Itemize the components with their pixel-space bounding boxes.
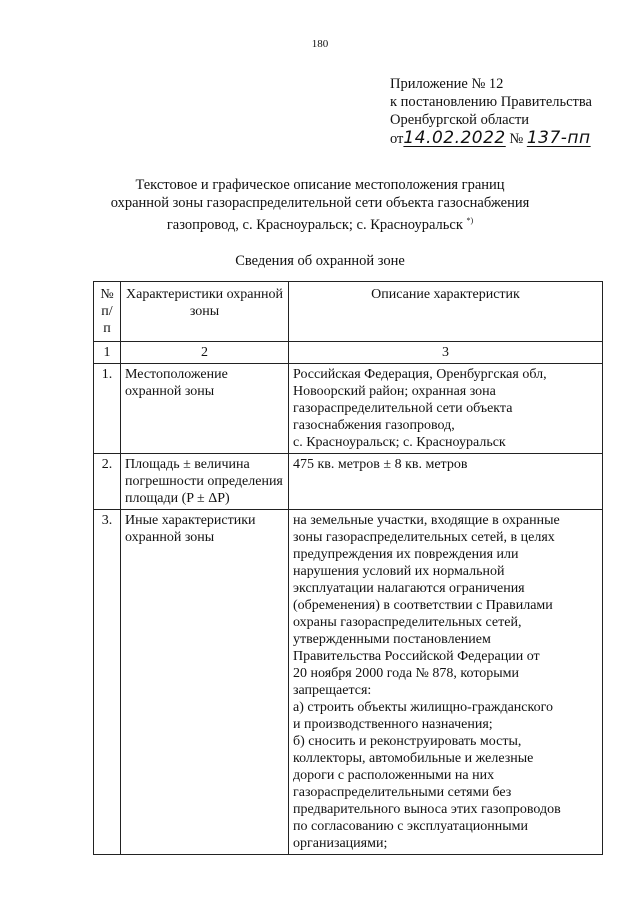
row-characteristic: Иные характеристики охранной зоны [121, 510, 289, 855]
description-line: газораспределительной сети объекта [293, 401, 513, 416]
row-characteristic: Площадь ± величина погрешности определения площади (P ± ΔP) [121, 454, 289, 510]
description-line: коллекторы, автомобильные и железные [293, 751, 534, 766]
column-number-1: 1 [94, 342, 121, 364]
table-row [94, 510, 603, 855]
title-line-3-text: газопровод, с. Красноуральск; с. Красноуральск [166, 216, 463, 233]
row-description [289, 364, 603, 454]
appendix-line-1: Приложение № 12 [390, 76, 504, 92]
document-title [60, 176, 580, 234]
page-number: 180 [311, 38, 329, 50]
footnote-mark: *) [466, 216, 474, 225]
description-line: а) строить объекты жилищно-гражданского [293, 700, 553, 715]
table-row [94, 364, 603, 454]
description-line: Правительства Российской Федерации от [293, 649, 540, 664]
row-characteristic: Местоположение охранной зоны [121, 364, 289, 454]
description-line: дороги с расположенными на них [293, 768, 495, 783]
description-line: организациями; [293, 836, 388, 851]
description-line: газораспределительными сетями без [293, 785, 512, 800]
header-description: Описание характеристик [289, 282, 603, 342]
section-title: Сведения об охранной зоне [235, 253, 405, 269]
description-line: нарушения условий их нормальной [293, 564, 505, 579]
number-label: № [509, 131, 524, 147]
description-line: 20 ноября 2000 года № 878, которыми [293, 666, 520, 681]
description-line: запрещается: [293, 683, 372, 698]
date-prefix: от [390, 131, 404, 147]
protection-zone-table [93, 281, 603, 855]
title-line-2: охранной зоны газораспределительной сети объекта газоснабжения [110, 195, 530, 211]
description-line: Российская Федерация, Оренбургская обл, [293, 367, 547, 382]
appendix-block [390, 75, 592, 148]
appendix-date-line [390, 129, 592, 148]
description-line: охраны газораспределительных сетей, [293, 615, 522, 630]
header-characteristics: Характеристики охранной зоны [121, 282, 289, 342]
description-line: б) сносить и реконструировать мосты, [293, 734, 522, 749]
description-line: с. Красноуральск; с. Красноуральск [293, 435, 506, 450]
row-number: 3. [94, 510, 121, 855]
table-column-numbers-row [94, 342, 603, 364]
description-line: предварительного выноса этих газопроводов [293, 802, 561, 817]
row-number: 1. [94, 364, 121, 454]
description-line: и производственного назначения; [293, 717, 493, 732]
handwritten-date: 14.02.2022 [403, 128, 506, 148]
description-line: Новоорский район; охранная зона [293, 384, 496, 399]
description-line: 475 кв. метров ± 8 кв. метров [293, 457, 468, 472]
table-header-row [94, 282, 603, 342]
description-line: на земельные участки, входящие в охранные [293, 513, 560, 528]
header-number: № п/п [94, 282, 121, 342]
description-line: утвержденными постановлением [293, 632, 491, 647]
row-description [289, 510, 603, 855]
column-number-2: 2 [121, 342, 289, 364]
appendix-line-3: Оренбургской области [390, 112, 530, 128]
table-row [94, 454, 603, 510]
title-line-3 [60, 212, 580, 234]
column-number-3: 3 [289, 342, 603, 364]
description-line: по согласованию с эксплуатационными [293, 819, 528, 834]
row-description [289, 454, 603, 510]
description-line: (обременения) в соответствии с Правилами [293, 598, 553, 613]
description-line: зоны газораспределительных сетей, в целях [293, 530, 555, 545]
description-line: газоснабжения газопровод, [293, 418, 455, 433]
title-line-1: Текстовое и графическое описание местоположения границ [135, 177, 505, 193]
description-line: эксплуатации налагаются ограничения [293, 581, 525, 596]
handwritten-number: 137-пп [526, 128, 591, 148]
row-number: 2. [94, 454, 121, 510]
appendix-line-2: к постановлению Правительства [390, 94, 592, 110]
description-line: предупреждения их повреждения или [293, 547, 519, 562]
